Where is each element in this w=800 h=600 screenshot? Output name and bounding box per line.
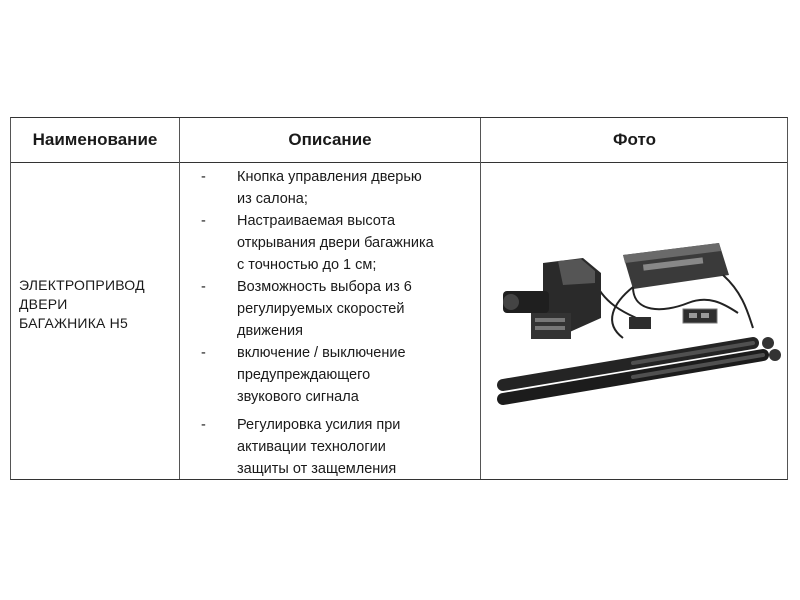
header-photo: Фото	[613, 130, 656, 149]
product-name-line: ДВЕРИ	[19, 296, 68, 312]
gas-struts	[503, 337, 781, 399]
bullet-dash: -	[201, 417, 206, 433]
table-row	[11, 163, 787, 479]
tailgate-kit-photo	[483, 163, 783, 479]
product-name-cell	[19, 276, 174, 333]
description-item: - включение / выключение предупреждающего звукового сигнала	[191, 342, 479, 408]
wiring-harness	[593, 275, 753, 338]
table-header-row	[11, 118, 787, 163]
description-item: - Регулировка усилия при активации технологии защиты от защемления	[191, 414, 479, 480]
header-name: Наименование	[32, 130, 158, 149]
bullet-dash: -	[201, 279, 206, 295]
product-name-line: ЭЛЕКТРОПРИВОД	[19, 277, 145, 293]
description-cell	[191, 163, 479, 480]
product-name-line: БАГАЖНИКА H5	[19, 315, 128, 331]
switch-module	[629, 309, 717, 329]
header-description: Описание	[288, 130, 372, 149]
product-photo	[483, 163, 783, 479]
control-unit-box	[623, 243, 729, 289]
description-item: - Возможность выбора из 6 регулируемых скоростей движения	[191, 276, 479, 342]
motor-latch-assembly	[503, 258, 601, 339]
bullet-dash: -	[201, 169, 206, 185]
description-item: - Кнопка управления дверью из салона;	[191, 166, 479, 210]
description-item: - Настраиваемая высота открывания двери багажника с точностью до 1 см;	[191, 210, 479, 276]
product-table	[10, 117, 788, 480]
bullet-dash: -	[201, 213, 206, 229]
bullet-dash: -	[201, 345, 206, 361]
